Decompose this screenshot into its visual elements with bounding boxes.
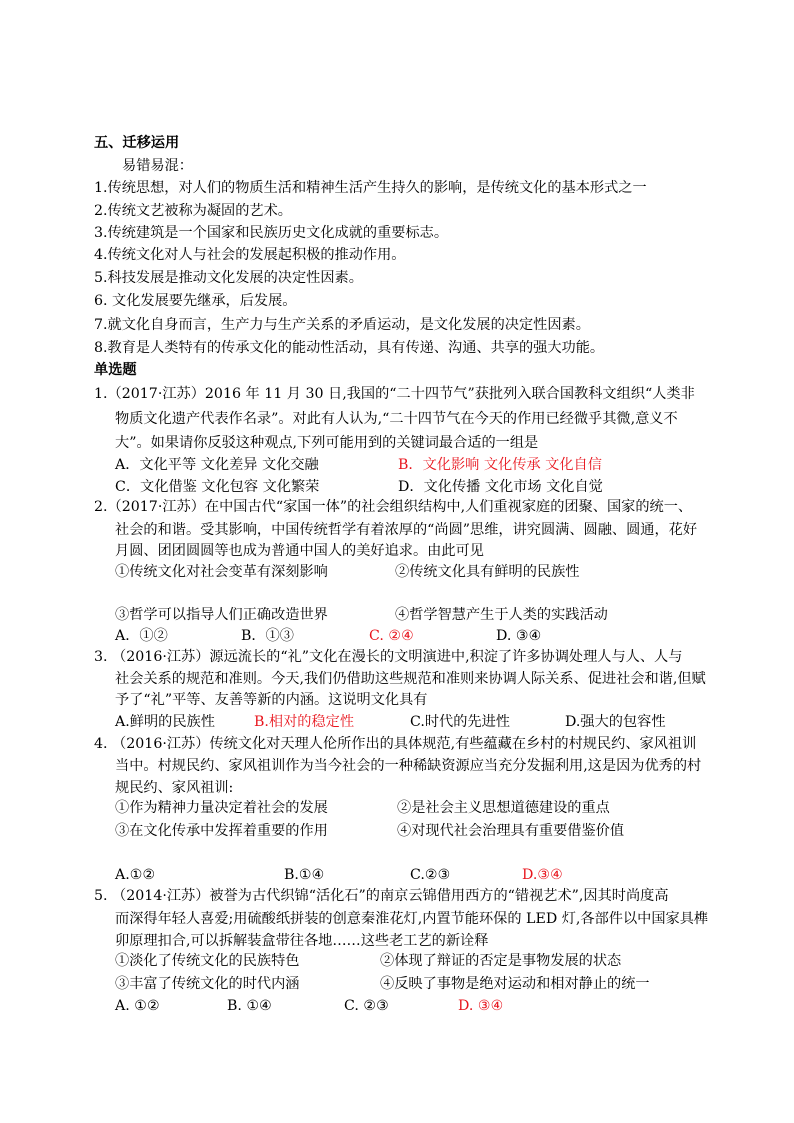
question-4-option-d-answer: D.③④: [522, 867, 563, 883]
question-2-line: 月圆、团团圆圆等也成为普通中国人的美好追求。由此可见: [115, 543, 484, 559]
question-2-option-c-answer: C. ②④: [369, 628, 414, 644]
question-5-option-c: C. ②③: [344, 998, 389, 1014]
mistake-item: 8.教育是人类特有的传承文化的能动性活动，具有传递、沟通、共享的强大功能。: [94, 340, 605, 356]
question-1-option-b-answer: B．文化影响 文化传承 文化自信: [398, 457, 602, 473]
mistake-item: 6. 文化发展要先继承，后发展。: [94, 293, 297, 309]
question-1-line: 1.（2017·江苏）2016 年 11 月 30 日,我国的“二十四节气”获批列入联合国教科文组织“人类非: [94, 386, 695, 402]
question-3-option-c: C.时代的先进性: [410, 714, 510, 730]
question-2-statement: ②传统文化具有鲜明的民族性: [395, 564, 580, 580]
question-5-statement: ①淡化了传统文化的民族特色: [115, 953, 300, 969]
question-3-line: 予了“礼”平等、友善等新的内涵。这说明文化具有: [115, 692, 428, 708]
question-4-line: 4. （2016·江苏）传统文化对天理人伦所作出的具体规范,有些蕴藏在乡村的村规民约、家风祖训: [94, 736, 697, 752]
question-2-line: 社会的和谐。受其影响，中国传统哲学有着浓厚的“尚圆”思维，讲究圆满、圆融、圆通，花好: [115, 522, 698, 538]
question-1-line: 物质文化遗产代表作名录”。对此有人认为,“二十四节气在今天的作用已经微乎其微,意义不: [115, 411, 678, 427]
question-3-line: 社会关系的规范和准则。今天,我们仍借助这些规范和准则来协调人际关系、促进社会和谐,但赋: [115, 671, 706, 687]
mistake-item: 5.科技发展是推动文化发展的决定性因素。: [94, 270, 363, 286]
question-3-line: 3. （2016·江苏）源远流长的“礼”文化在漫长的文明演进中,积淀了许多协调处理人与人、人与: [94, 649, 683, 665]
section-subtitle: 易错易混：: [122, 158, 193, 174]
question-4-option-a: A.①②: [115, 867, 156, 883]
question-2-line: 2.（2017·江苏）在中国古代“家国一体”的社会组织结构中,人们重视家庭的团聚、国家的统一、: [94, 499, 693, 515]
mistake-item: 2.传统文艺被称为凝固的艺术。: [94, 203, 292, 219]
question-4-statement: ③在文化传承中发挥着重要的作用: [115, 823, 328, 839]
mistake-item: 7.就文化自身而言，生产力与生产关系的矛盾运动，是文化发展的决定性因素。: [94, 317, 590, 333]
question-2-statement: ①传统文化对社会变革有深刻影响: [115, 564, 328, 580]
question-5-option-b: B. ①④: [227, 998, 272, 1014]
question-1-option-c: C．文化借鉴 文化包容 文化繁荣: [115, 479, 320, 495]
question-2-option-d: D. ③④: [496, 628, 542, 644]
question-5-line: 5. （2014·江苏）被誉为古代织锦“活化石”的南京云锦借用西方的“错视艺术”,因其时尚度高: [94, 888, 669, 904]
question-5-statement: ③丰富了传统文化的时代内涵: [115, 976, 300, 992]
question-1-option-d: D．文化传播 文化市场 文化自觉: [398, 479, 603, 495]
question-5-option-d-answer: D. ③④: [458, 998, 504, 1014]
question-1-line: 大”。如果请你反驳这种观点,下列可能用到的关键词最合适的一组是: [115, 435, 539, 451]
mc-heading: 单选题: [94, 362, 137, 378]
question-4-option-b: B.①④: [284, 867, 325, 883]
question-4-line: 规民约、家风祖训:: [115, 780, 234, 796]
question-2-option-a: A．①②: [115, 628, 168, 644]
question-2-statement: ③哲学可以指导人们正确改造世界: [115, 607, 328, 623]
question-2-statement: ④哲学智慧产生于人类的实践活动: [395, 607, 608, 623]
question-5-line: 卯原理扣合,可以拆解装盒带往各地……这些老工艺的新诠释: [115, 933, 489, 949]
question-4-statement: ④对现代社会治理具有重要借鉴价值: [397, 823, 625, 839]
question-3-option-d: D.强大的包容性: [565, 714, 666, 730]
question-5-statement: ②体现了辩证的否定是事物发展的状态: [380, 953, 622, 969]
mistake-item: 4.传统文化对人与社会的发展起积极的推动作用。: [94, 247, 406, 263]
question-4-statement: ①作为精神力量决定着社会的发展: [115, 800, 328, 816]
question-5-line: 而深得年轻人喜爱;用硫酸纸拼装的创意秦淮花灯,内置节能环保的 LED 灯,各部件以中国家具榫: [115, 911, 709, 927]
question-5-statement: ④反映了事物是绝对运动和相对静止的统一: [380, 976, 650, 992]
question-4-option-c: C.②③: [410, 867, 451, 883]
question-3-option-a: A.鲜明的民族性: [115, 714, 215, 730]
mistake-item: 1.传统思想，对人们的物质生活和精神生活产生持久的影响，是传统文化的基本形式之一: [94, 180, 647, 196]
question-2-option-b: B．①③: [241, 628, 294, 644]
question-1-option-a: A．文化平等 文化差异 文化交融: [115, 457, 319, 473]
question-5-option-a: A. ①②: [115, 998, 160, 1014]
mistake-item: 3.传统建筑是一个国家和民族历史文化成就的重要标志。: [94, 225, 449, 241]
section-title: 五、迁移运用: [94, 135, 180, 151]
question-4-line: 当中。村规民约、家风祖训作为当今社会的一种稀缺资源应当充分发掘利用,这是因为优秀的村: [115, 758, 702, 774]
question-3-option-b-answer: B.相对的稳定性: [254, 714, 355, 730]
question-4-statement: ②是社会主义思想道德建设的重点: [397, 800, 610, 816]
